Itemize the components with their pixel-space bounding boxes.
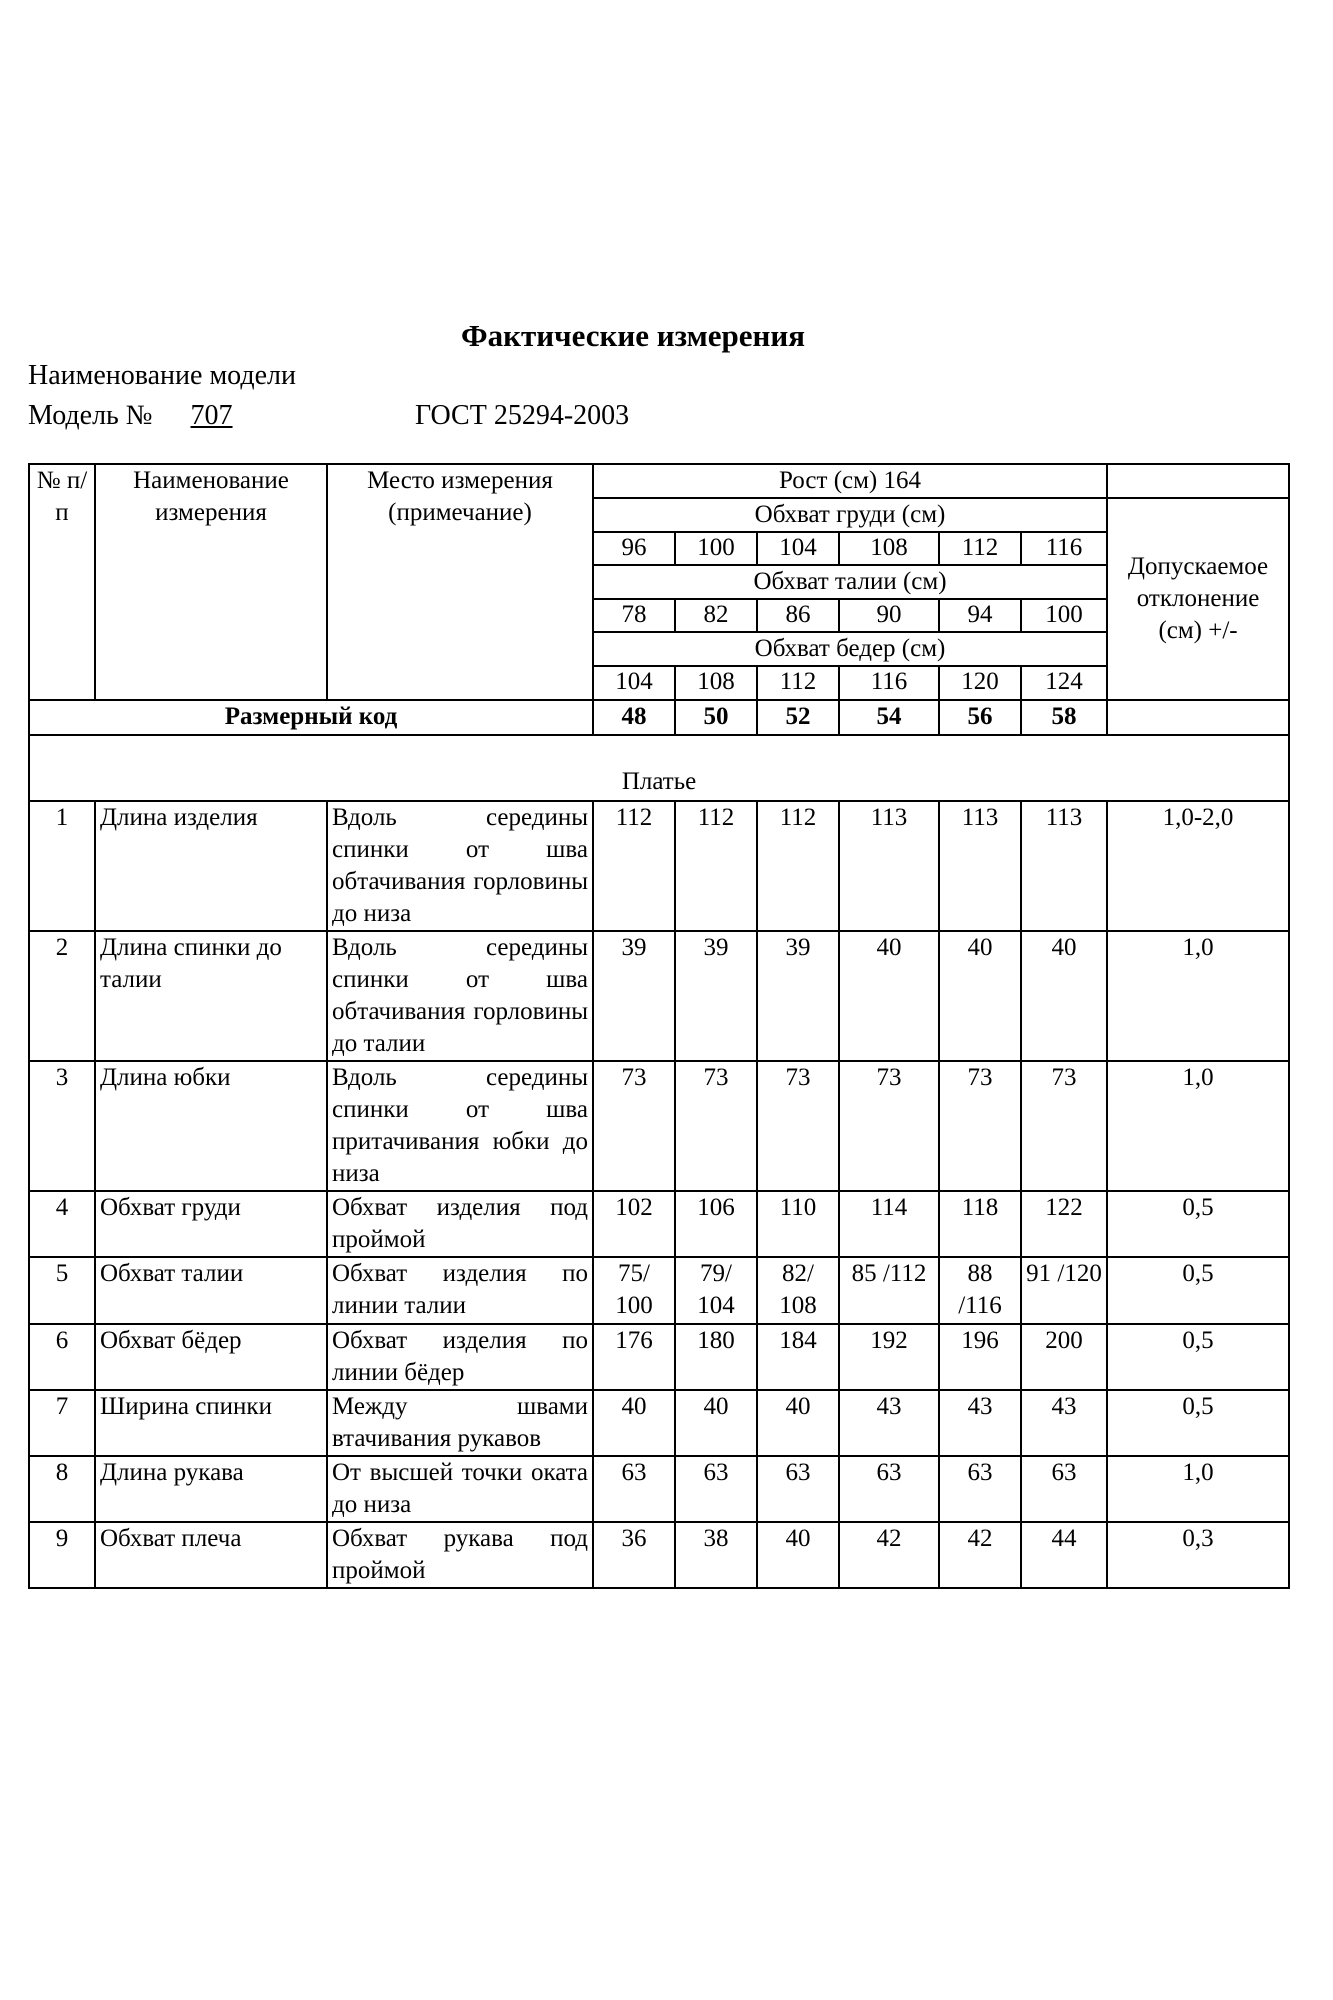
row-number: 6 <box>29 1324 95 1390</box>
row-value-size-3: 40 <box>757 1390 839 1456</box>
row-value-size-4: 73 <box>839 1061 939 1191</box>
row-value-size-6: 73 <box>1021 1061 1107 1191</box>
model-number-label: Модель № <box>28 400 153 431</box>
chest-size-5: 112 <box>939 532 1021 565</box>
hips-size-4: 116 <box>839 666 939 700</box>
row-number: 4 <box>29 1191 95 1257</box>
row-measurement-place: Вдоль середины спинки от шва обтачивания горловины до низа <box>327 801 593 931</box>
row-value-size-1: 39 <box>593 931 675 1061</box>
waist-size-6: 100 <box>1021 599 1107 632</box>
size-code-6: 58 <box>1021 700 1107 735</box>
table-row <box>29 1456 1289 1522</box>
row-value-size-6: 40 <box>1021 931 1107 1061</box>
row-tolerance: 0,5 <box>1107 1191 1289 1257</box>
row-number: 7 <box>29 1390 95 1456</box>
row-value-size-1: 112 <box>593 801 675 931</box>
row-tolerance: 0,3 <box>1107 1522 1289 1588</box>
row-number: 1 <box>29 801 95 931</box>
size-code-2: 50 <box>675 700 757 735</box>
size-code-1: 48 <box>593 700 675 735</box>
waist-size-1: 78 <box>593 599 675 632</box>
hips-size-6: 124 <box>1021 666 1107 700</box>
row-measurement-name: Длина рукава <box>95 1456 327 1522</box>
row-value-size-4: 192 <box>839 1324 939 1390</box>
model-number-line <box>28 400 239 432</box>
row-value-size-4: 42 <box>839 1522 939 1588</box>
row-value-size-4: 40 <box>839 931 939 1061</box>
row-value-size-3: 110 <box>757 1191 839 1257</box>
size-code-empty <box>1107 700 1289 735</box>
row-measurement-name: Обхват плеча <box>95 1522 327 1588</box>
size-code-5: 56 <box>939 700 1021 735</box>
measurements-table <box>28 463 1290 1589</box>
row-measurement-name: Длина юбки <box>95 1061 327 1191</box>
row-value-size-3: 82/ 108 <box>757 1257 839 1324</box>
hips-size-5: 120 <box>939 666 1021 700</box>
chest-size-1: 96 <box>593 532 675 565</box>
row-value-size-5: 73 <box>939 1061 1021 1191</box>
row-tolerance: 1,0 <box>1107 931 1289 1061</box>
row-value-size-5: 113 <box>939 801 1021 931</box>
row-value-size-4: 113 <box>839 801 939 931</box>
row-value-size-4: 114 <box>839 1191 939 1257</box>
row-measurement-place: Между швами втачивания рукавов <box>327 1390 593 1456</box>
size-code-3: 52 <box>757 700 839 735</box>
document-title: Фактические измерения <box>461 318 805 353</box>
hips-size-2: 108 <box>675 666 757 700</box>
table-row <box>29 1324 1289 1390</box>
waist-size-5: 94 <box>939 599 1021 632</box>
row-value-size-5: 43 <box>939 1390 1021 1456</box>
row-value-size-5: 40 <box>939 931 1021 1061</box>
hips-size-3: 112 <box>757 666 839 700</box>
header-number: № п/п <box>29 464 95 700</box>
waist-size-2: 82 <box>675 599 757 632</box>
size-code-4: 54 <box>839 700 939 735</box>
row-value-size-1: 102 <box>593 1191 675 1257</box>
row-measurement-place: Обхват изделия под проймой <box>327 1191 593 1257</box>
row-value-size-6: 44 <box>1021 1522 1107 1588</box>
row-measurement-name: Обхват груди <box>95 1191 327 1257</box>
header-measurement-name: Наименование измерения <box>95 464 327 700</box>
chest-size-2: 100 <box>675 532 757 565</box>
row-value-size-2: 73 <box>675 1061 757 1191</box>
row-value-size-3: 40 <box>757 1522 839 1588</box>
row-value-size-6: 91 /120 <box>1021 1257 1107 1324</box>
row-value-size-3: 73 <box>757 1061 839 1191</box>
row-tolerance: 1,0 <box>1107 1061 1289 1191</box>
row-measurement-place: От высшей точки оката до низа <box>327 1456 593 1522</box>
waist-size-4: 90 <box>839 599 939 632</box>
row-measurement-place: Обхват рукава под проймой <box>327 1522 593 1588</box>
row-value-size-5: 196 <box>939 1324 1021 1390</box>
row-value-size-2: 38 <box>675 1522 757 1588</box>
row-value-size-5: 42 <box>939 1522 1021 1588</box>
row-measurement-place: Вдоль середины спинки от шва обтачивания горловины до талии <box>327 931 593 1061</box>
section-title: Платье <box>29 735 1289 801</box>
header-chest: Обхват груди (см) <box>593 498 1107 532</box>
row-value-size-1: 73 <box>593 1061 675 1191</box>
row-value-size-4: 63 <box>839 1456 939 1522</box>
row-value-size-2: 79/ 104 <box>675 1257 757 1324</box>
table-row <box>29 801 1289 931</box>
row-value-size-3: 184 <box>757 1324 839 1390</box>
model-number-value: 707 <box>190 400 233 431</box>
row-tolerance: 0,5 <box>1107 1324 1289 1390</box>
row-value-size-1: 176 <box>593 1324 675 1390</box>
row-value-size-2: 180 <box>675 1324 757 1390</box>
row-measurement-place: Вдоль середины спинки от шва притачивания юбки до низа <box>327 1061 593 1191</box>
row-number: 9 <box>29 1522 95 1588</box>
header-hips: Обхват бедер (см) <box>593 632 1107 666</box>
header-waist: Обхват талии (см) <box>593 565 1107 599</box>
header-height: Рост (см) 164 <box>593 464 1107 498</box>
row-measurement-name: Обхват бёдер <box>95 1324 327 1390</box>
row-value-size-2: 40 <box>675 1390 757 1456</box>
chest-size-4: 108 <box>839 532 939 565</box>
row-measurement-place: Обхват изделия по линии бёдер <box>327 1324 593 1390</box>
row-value-size-2: 106 <box>675 1191 757 1257</box>
table-row <box>29 1191 1289 1257</box>
row-value-size-6: 113 <box>1021 801 1107 931</box>
row-measurement-name: Длина изделия <box>95 801 327 931</box>
row-measurement-name: Обхват талии <box>95 1257 327 1324</box>
gost-standard: ГОСТ 25294-2003 <box>415 400 630 431</box>
row-tolerance: 1,0 <box>1107 1456 1289 1522</box>
row-measurement-place: Обхват изделия по линии талии <box>327 1257 593 1324</box>
row-value-size-6: 63 <box>1021 1456 1107 1522</box>
row-value-size-1: 40 <box>593 1390 675 1456</box>
row-value-size-1: 36 <box>593 1522 675 1588</box>
row-value-size-1: 75/ 100 <box>593 1257 675 1324</box>
chest-size-6: 116 <box>1021 532 1107 565</box>
row-value-size-5: 63 <box>939 1456 1021 1522</box>
row-value-size-3: 63 <box>757 1456 839 1522</box>
row-tolerance: 1,0-2,0 <box>1107 801 1289 931</box>
row-value-size-5: 118 <box>939 1191 1021 1257</box>
header-measurement-place: Место измерения (примечание) <box>327 464 593 700</box>
row-number: 5 <box>29 1257 95 1324</box>
row-value-size-4: 85 /112 <box>839 1257 939 1324</box>
row-tolerance: 0,5 <box>1107 1390 1289 1456</box>
hips-size-1: 104 <box>593 666 675 700</box>
table-row <box>29 931 1289 1061</box>
table-row <box>29 1522 1289 1588</box>
table-row <box>29 1257 1289 1324</box>
row-number: 2 <box>29 931 95 1061</box>
row-value-size-2: 39 <box>675 931 757 1061</box>
row-value-size-5: 88 /116 <box>939 1257 1021 1324</box>
row-value-size-4: 43 <box>839 1390 939 1456</box>
row-number: 3 <box>29 1061 95 1191</box>
row-value-size-2: 112 <box>675 801 757 931</box>
chest-size-3: 104 <box>757 532 839 565</box>
row-value-size-6: 122 <box>1021 1191 1107 1257</box>
table-row <box>29 1390 1289 1456</box>
row-value-size-6: 43 <box>1021 1390 1107 1456</box>
row-value-size-6: 200 <box>1021 1324 1107 1390</box>
row-measurement-name: Длина спинки до талии <box>95 931 327 1061</box>
header-empty-cell <box>1107 464 1289 498</box>
row-number: 8 <box>29 1456 95 1522</box>
row-value-size-2: 63 <box>675 1456 757 1522</box>
row-measurement-name: Ширина спинки <box>95 1390 327 1456</box>
header-tolerance: Допускаемое отклонение (см) +/- <box>1107 498 1289 700</box>
row-value-size-3: 39 <box>757 931 839 1061</box>
waist-size-3: 86 <box>757 599 839 632</box>
size-code-label: Размерный код <box>29 700 593 735</box>
row-value-size-1: 63 <box>593 1456 675 1522</box>
row-tolerance: 0,5 <box>1107 1257 1289 1324</box>
model-name-label: Наименование модели <box>28 360 296 391</box>
row-value-size-3: 112 <box>757 801 839 931</box>
table-row <box>29 1061 1289 1191</box>
